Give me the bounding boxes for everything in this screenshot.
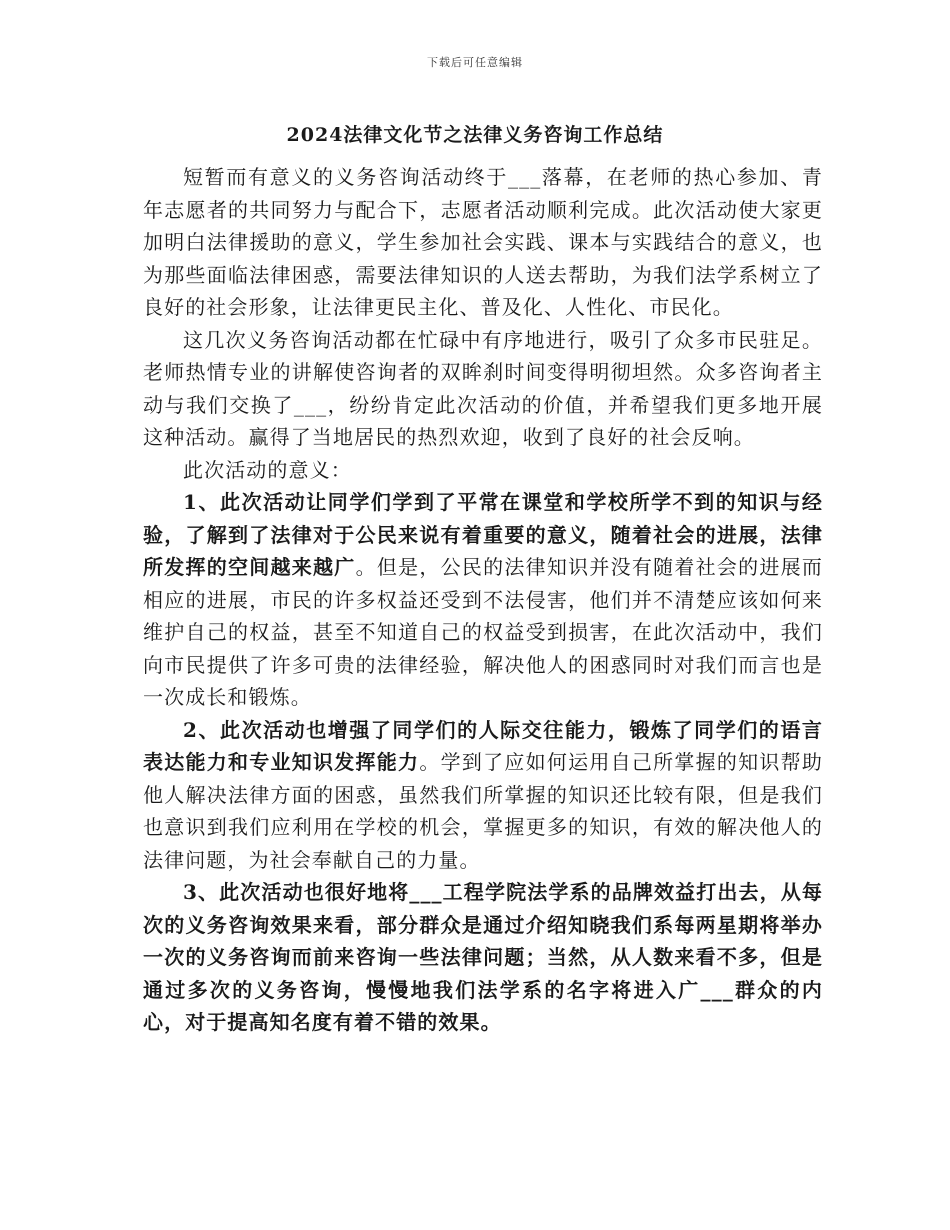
paragraph-point-3: 3、此次活动也很好地将___工程学院法学系的品牌效益打出去，从每次的义务咨询效果来看，部分群众是通过介绍知晓我们系每两星期将举办一次的义务咨询而前来咨询一些法律问题；当然，从人数来看不多，但是通过多次的义务咨询，慢慢地我们法学系的名字将进入广___群众的内心，对于提高知名度有着不错的效果。 (143, 880, 823, 1034)
document-body (143, 161, 823, 1039)
point-1-detail: 。但是，公民的法律知识并没有随着社会的进展而相应的进展，市民的许多权益还受到不法侵害，他们并不清楚应该如何来维护自己的权益，甚至不知道自己的权益受到损害，在此次活动中，我们向市民提供了许多可贵的法律经验，解决他人的困惑同时对我们而言也是一次成长和锻炼。 (143, 555, 824, 709)
paragraph-point-2 (143, 714, 823, 877)
page-header-note: 下载后可任意编辑 (427, 56, 523, 69)
point-2-detail: 。学到了应如何运用自己所掌握的知识帮助他人解决法律方面的困惑，虽然我们所掌握的知识还比较有限，但是我们也意识到我们应利用在学校的机会，掌握更多的知识，有效的解决他人的法律问题，为社会奉献自己的力量。 (143, 750, 823, 872)
point-1-summary: 1、此次活动让同学们学到了平常在课堂和学校所学不到的知识与经验，了解到了法律对于公民来说有着重要的意义，随着社会的进展，法律所发挥的空间越来越广 (143, 490, 823, 579)
paragraph-point-1 (143, 486, 823, 714)
paragraph-significance-heading: 此次活动的意义： (183, 457, 352, 482)
paragraph-intro: 短暂而有意义的义务咨询活动终于___落幕，在老师的热心参加、青年志愿者的共同努力与配合下，志愿者活动顺利完成。此次活动使大家更加明白法律援助的意义，学生参加社会实践、课本与实践结合的意义，也为那些面临法律困惑，需要法律知识的人送去帮助，为我们法学系树立了良好的社会形象，让法律更民主化、普及化、人性化、市民化。 (143, 165, 823, 319)
paragraph-activity-process: 这几次义务咨询活动都在忙碌中有序地进行，吸引了众多市民驻足。老师热情专业的讲解使咨询者的双眸刹时间变得明彻坦然。众多咨询者主动与我们交换了___，纷纷肯定此次活动的价值，并希望我们更多地开展这种活动。赢得了当地居民的热烈欢迎，收到了良好的社会反响。 (143, 327, 823, 449)
point-2-summary: 2、此次活动也增强了同学们的人际交往能力，锻炼了同学们的语言表达能力和专业知识发挥能力 (143, 717, 823, 774)
document-title: 2024法律文化节之法律义务咨询工作总结 (286, 124, 664, 146)
